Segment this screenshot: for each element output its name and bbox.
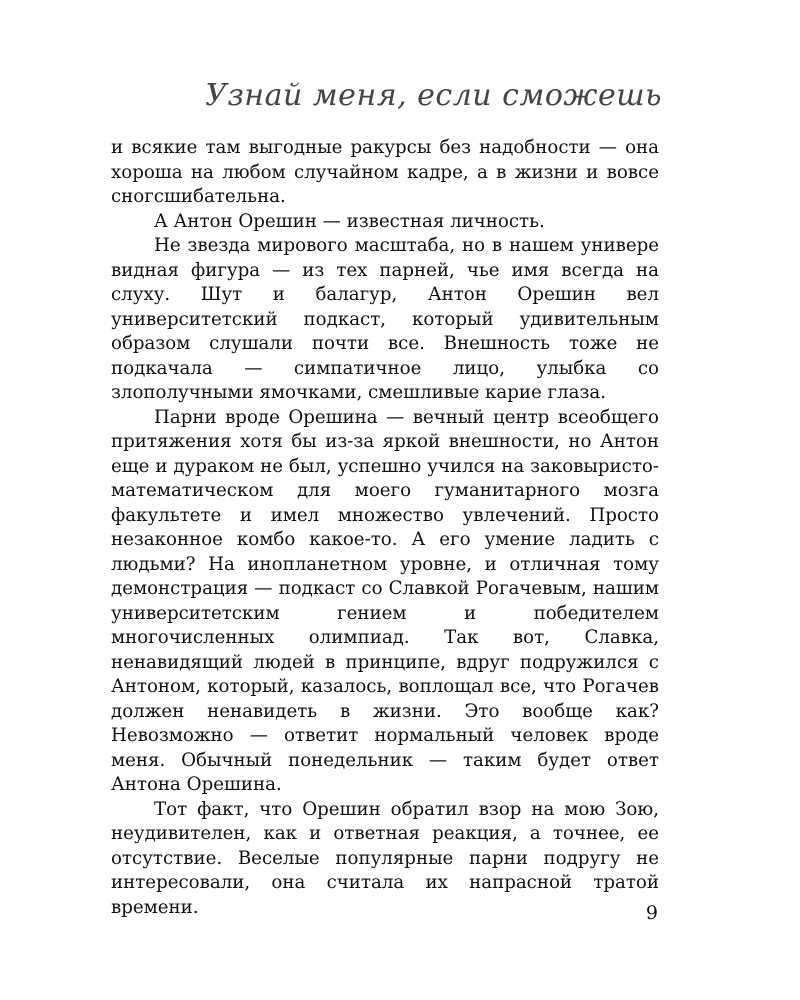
paragraph-2: А Антон Орешин — известная личность. <box>154 210 545 232</box>
running-head-title: Узнай меня, если сможешь <box>205 78 662 113</box>
paragraph-1: и всякие там выгодные ракурсы без надобности — она хороша на любом случайном кадре, а в жизни и вовсе сногсшибательна. <box>111 137 659 207</box>
paragraph-4: Парни вроде Орешина — вечный центр всеобщего притяжения хотя бы из-за яркой внешности, но Антон еще и дураком не был, успешно учился на заковыристо-математическом для моего гуманитарного мозга факультете и имел множество увлечений. Просто незаконное комбо какое-то. А его умение ладить с людьми? На инопланетном уровне, и отличная тому демонстрация — подкаст со Славкой Рогачевым, нашим университетским гением и победителем многочисленных олимпиад. Так вот, Славка, ненавидящий людей в принципе, вдруг подружился с Антоном, который, казалось, воплощал все, что Рогачев должен ненавидеть в жизни. Это вообще как? Невозможно — ответит нормальный человек вроде меня. Обычный понедельник — таким будет ответ Антона Орешина. <box>111 406 659 795</box>
body-text <box>111 136 659 920</box>
page-number: 9 <box>645 902 658 924</box>
paragraph-5: Тот факт, что Орешин обратил взор на мою Зою, неудивителен, как и ответная реакция, а точнее, ее отсутствие. Веселые популярные парни подругу не интересовали, она считала их напрасной тратой времени. <box>111 798 659 918</box>
paragraph-3: Не звезда мирового масштаба, но в нашем универе видная фигура — из тех парней, чье имя всегда на слуху. Шут и балагур, Антон Орешин вел университетский подкаст, который удивительным образом слушали почти все. Внешность тоже не подкачала — симпатичное лицо, улыбка со злополучными ямочками, смешливые карие глаза. <box>111 235 659 403</box>
